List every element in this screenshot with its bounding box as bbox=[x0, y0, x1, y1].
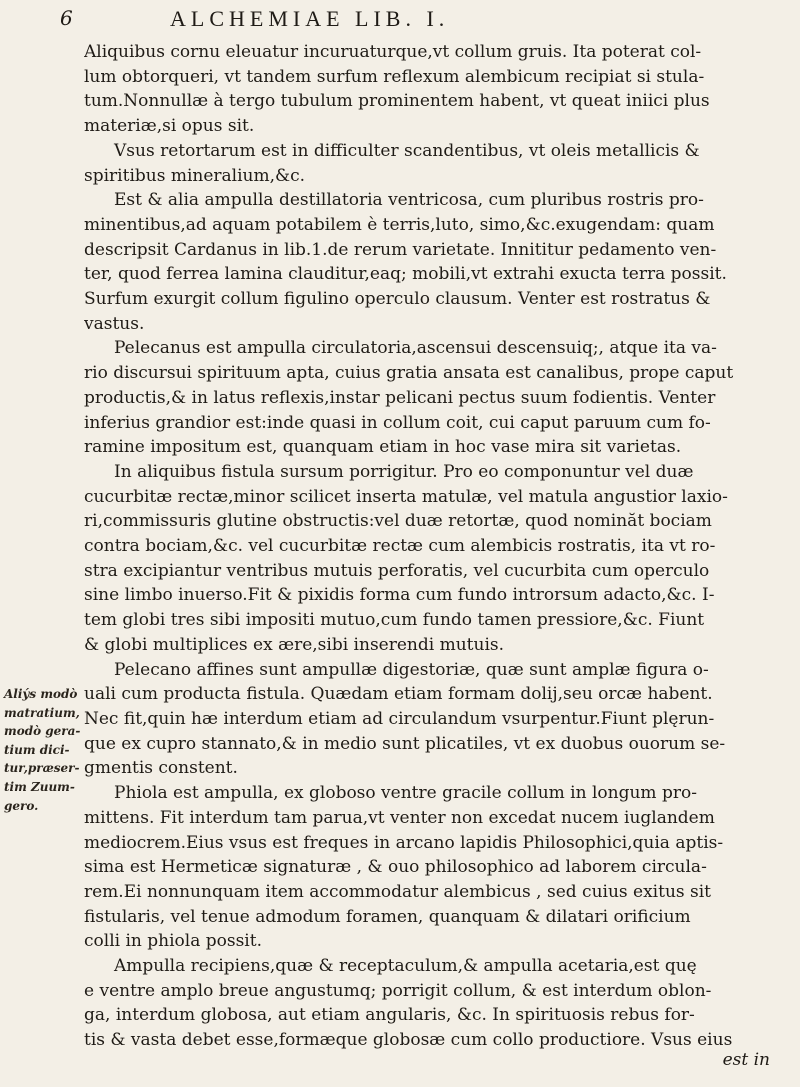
text-line: sine limbo inuerso.Fit & pixidis forma cum fundo introrsum adacto,&c. I- bbox=[84, 585, 715, 606]
paragraph bbox=[84, 781, 784, 954]
text-line: descripsit Cardanus in lib.1.de rerum varietate. Innititur pedamento ven- bbox=[84, 239, 717, 260]
text-line: Est & alia ampulla destillatoria ventricosa, cum pluribus rostris pro- bbox=[114, 190, 704, 211]
text-line: Vsus retortarum est in difficulter scandentibus, vt oleis metallicis & bbox=[114, 140, 700, 161]
text-line: In aliquibus fistula sursum porrigitur. Pro eo componuntur vel duæ bbox=[114, 461, 694, 482]
text-line: inferius grandior est:inde quasi in collum coit, cui caput paruum cum fo- bbox=[84, 412, 711, 433]
text-line: tum.Nonnullæ à tergo tubulum prominentem habent, vt queat iniici plus bbox=[84, 91, 710, 112]
text-line: Ampulla recipiens,quæ & receptaculum,& ampulla acetaria,est quę bbox=[114, 956, 697, 977]
text-line: stra excipiantur ventribus mutuis perforatis, vel cucurbita cum operculo bbox=[84, 560, 710, 581]
paragraph bbox=[84, 658, 784, 782]
text-line: Aliquibus cornu eleuatur incuruaturque,vt collum gruis. Ita poterat col- bbox=[84, 42, 702, 62]
text-line: contra bociam,&c. vel cucurbitæ rectæ cum alembicis rostratis, ita vt ro- bbox=[84, 536, 716, 557]
paragraph bbox=[84, 139, 784, 188]
text-line: ga, interdum globosa, aut etiam angularis, &c. In spirituosis rebus for- bbox=[84, 1005, 695, 1026]
text-line: gmentis constent. bbox=[84, 758, 238, 779]
text-line: Phiola est ampulla, ex globoso ventre gracile collum in longum pro- bbox=[114, 783, 697, 804]
catchword: est in bbox=[722, 1050, 770, 1070]
paragraph bbox=[84, 336, 784, 460]
text-line: sima est Hermeticæ signaturæ , & ouo philosophico ad laborem circula- bbox=[84, 857, 707, 878]
margin-note-line: tur,præser- bbox=[4, 761, 80, 776]
running-header bbox=[60, 2, 772, 36]
text-line: Pelecanus est ampulla circulatoria,ascensui descensuiq;, atque ita va- bbox=[114, 338, 717, 359]
text-line: minentibus,ad aquam potabilem è terris,luto, simo,&c.exugendam: quam bbox=[84, 214, 715, 235]
main-text bbox=[84, 40, 784, 1053]
margin-note-line: Aliýs modò bbox=[4, 687, 78, 701]
text-line: Nec fit,quin hæ interdum etiam ad circulandum vsurpentur.Fiunt plęrun- bbox=[84, 708, 715, 729]
paragraph bbox=[84, 954, 784, 1053]
text-line: ri,commissuris glutine obstructis:vel duæ retortæ, quod nominăt bociam bbox=[84, 511, 712, 532]
margin-note-line: matratium, bbox=[4, 705, 80, 720]
page-number: 6 bbox=[60, 6, 73, 30]
paragraph bbox=[84, 460, 784, 658]
text-line: vastus. bbox=[84, 313, 145, 334]
text-line: lum obtorqueri, vt tandem surfum reflexum alembicum recipiat si stula- bbox=[84, 66, 705, 87]
margin-note-line: modò gera- bbox=[4, 724, 81, 739]
text-line: que ex cupro stannato,& in medio sunt plicatiles, vt ex duobus ouorum se- bbox=[84, 733, 726, 754]
text-line: materiæ,si opus sit. bbox=[84, 116, 255, 137]
text-line: Surfum exurgit collum figulino operculo clausum. Venter est rostratus & bbox=[84, 289, 711, 310]
text-line: cucurbitæ rectæ,minor scilicet inserta matulæ, vel matula angustior laxio- bbox=[84, 486, 728, 507]
text-line: ter, quod ferrea lamina clauditur,eaq; mobili,vt extrahi exucta terra possit. bbox=[84, 264, 727, 285]
text-line: colli in phiola possit. bbox=[84, 931, 262, 952]
text-line: Pelecano affines sunt ampullæ digestoriæ, quæ sunt amplæ figura o- bbox=[114, 659, 709, 680]
text-line: uali cum producta fistula. Quædam etiam formam dolij,seu orcæ habent. bbox=[84, 684, 713, 705]
margin-note-line: tium dici- bbox=[4, 742, 70, 757]
paragraph bbox=[84, 40, 784, 139]
text-line: tem globi tres sibi impositi mutuo,cum fundo tamen pressiore,&c. Fiunt bbox=[84, 610, 705, 631]
marginal-note bbox=[4, 685, 82, 815]
text-line: mediocrem.Eius vsus est freques in arcano lapidis Philosophici,quia aptis- bbox=[84, 832, 724, 853]
margin-note-line: tim Zuum- bbox=[4, 779, 75, 794]
text-line: tis & vasta debet esse,formæque globosæ cum collo productiore. Vsus eius bbox=[84, 1030, 733, 1051]
margin-note-line: gero. bbox=[4, 798, 39, 813]
text-line: spiritibus mineralium,&c. bbox=[84, 165, 306, 186]
paragraph bbox=[84, 188, 784, 336]
text-line: fistularis, vel tenue admodum foramen, quanquam & dilatari orificium bbox=[84, 906, 691, 927]
text-line: rio discursui spirituum apta, cuius gratia ansata est canalibus, prope caput bbox=[84, 363, 734, 384]
text-line: mittens. Fit interdum tam parua,vt venter non excedat nucem iuglandem bbox=[84, 807, 715, 828]
text-line: productis,& in latus reflexis,instar pelicani pectus suum fodientis. Venter bbox=[84, 387, 716, 408]
text-line: rem.Ei nonnunquam item accommodatur alembicus , sed cuius exitus sit bbox=[84, 881, 712, 902]
text-line: e ventre amplo breue angustumq; porrigit collum, & est interdum oblon- bbox=[84, 980, 712, 1001]
text-line: ramine impositum est, quanquam etiam in hoc vase mira sit varietas. bbox=[84, 437, 682, 458]
running-title: ALCHEMIAE LIB. I. bbox=[170, 6, 450, 31]
text-line: & globi multiplices ex ære,sibi inserendi mutuis. bbox=[84, 634, 505, 655]
